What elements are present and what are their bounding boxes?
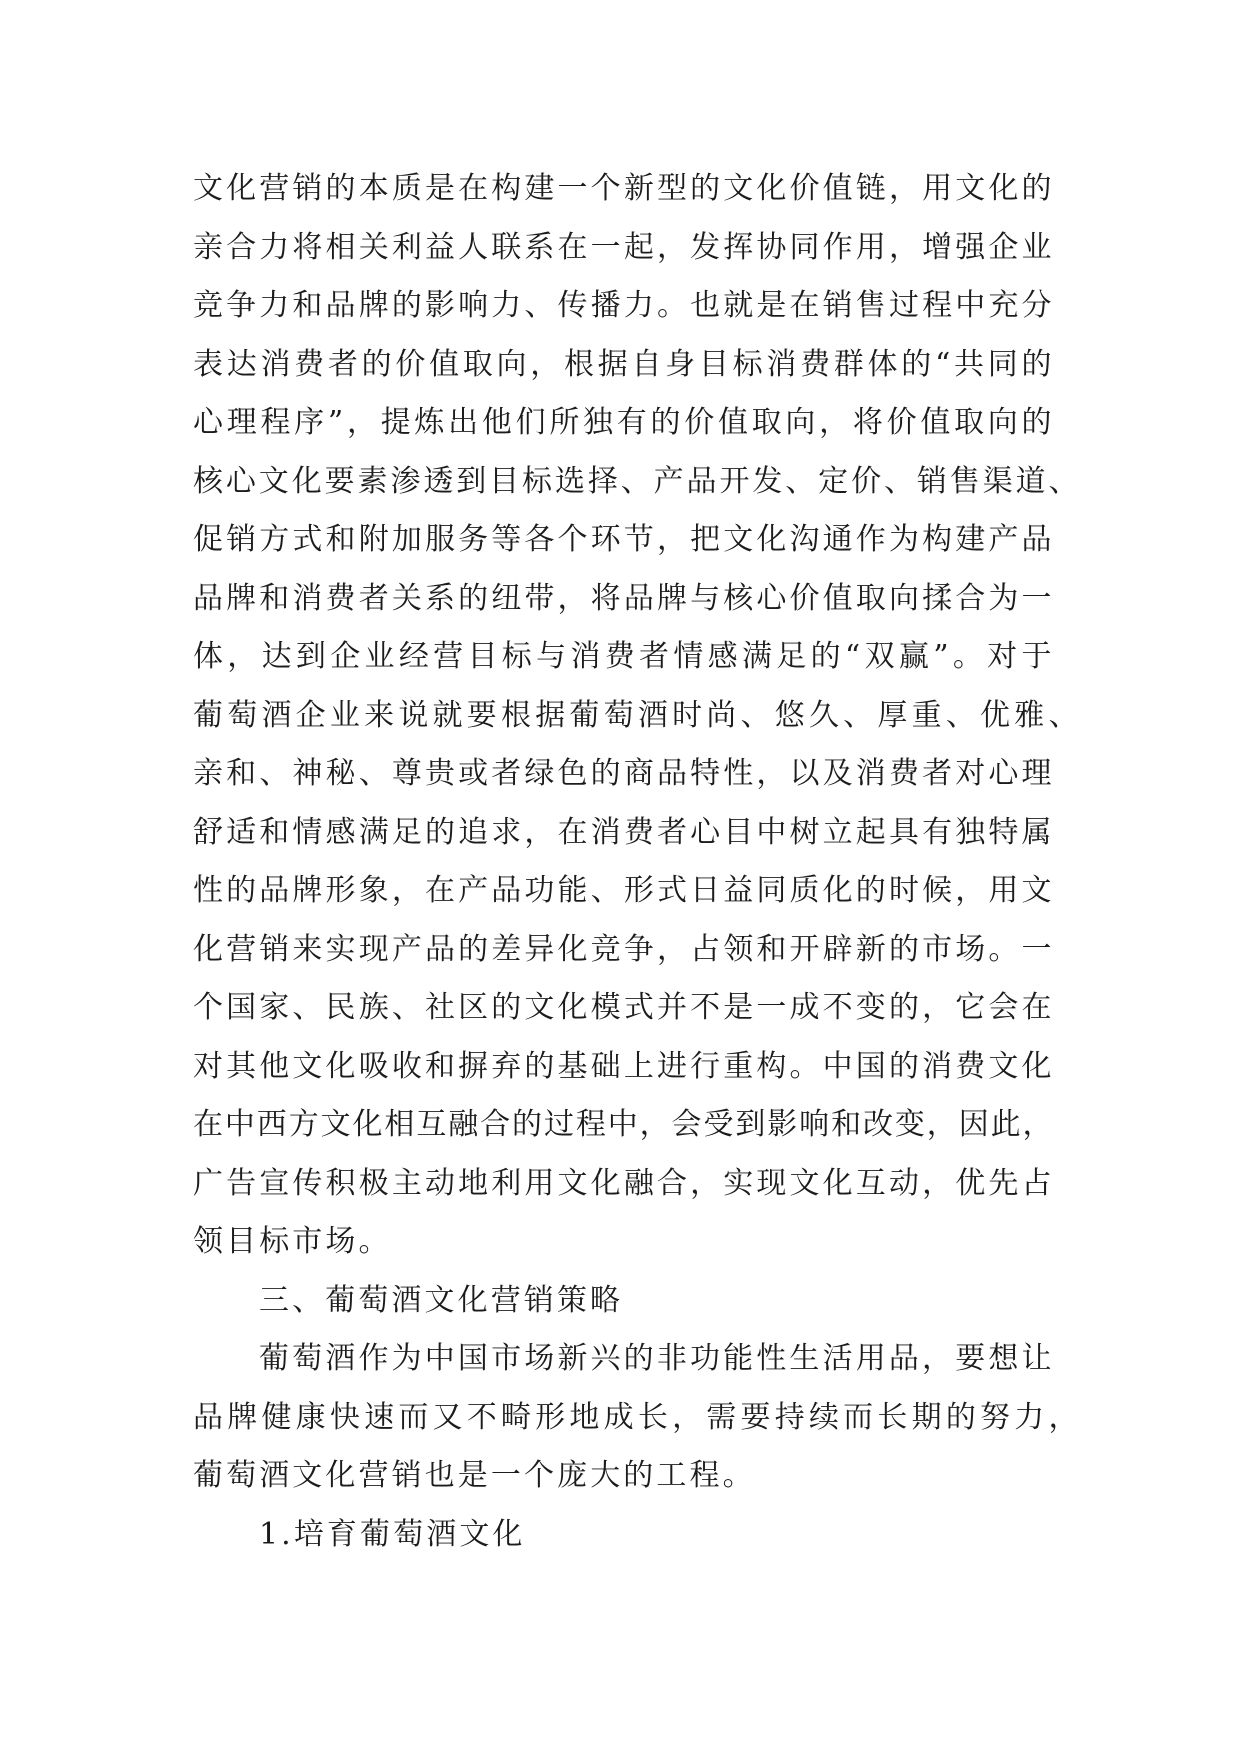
section-heading: 三、葡萄酒文化营销策略 (259, 1282, 624, 1318)
paragraph-line: 个国家、民族、社区的文化模式并不是一成不变的，它会在 (193, 990, 1054, 1025)
subsection-heading: 1.培育葡萄酒文化 (259, 1516, 526, 1552)
paragraph-line: 表达消费者的价值取向，根据自身目标消费群体的“共同的 (193, 346, 1054, 382)
paragraph-line: 性的品牌形象，在产品功能、形式日益同质化的时候，用文 (193, 873, 1054, 908)
paragraph-line: 心理程序”，提炼出他们所独有的价值取向，将价值取向的 (193, 405, 1054, 440)
paragraph-line: 亲合力将相关利益人联系在一起，发挥协同作用，增强企业 (193, 229, 1054, 265)
paragraph-line: 广告宣传积极主动地利用文化融合，实现文化互动，优先占 (193, 1165, 1054, 1201)
paragraph-line: 对其他文化吸收和摒弃的基础上进行重构。中国的消费文化 (193, 1048, 1054, 1084)
paragraph-line: 葡萄酒文化营销也是一个庞大的工程。 (193, 1458, 756, 1493)
paragraph-line: 在中西方文化相互融合的过程中，会受到影响和改变，因此， (193, 1107, 1054, 1142)
paragraph-line: 品牌健康快速而又不畸形地成长，需要持续而长期的努力， (193, 1399, 1081, 1435)
paragraph-line: 品牌和消费者关系的纽带，将品牌与核心价值取向揉合为一 (193, 580, 1054, 616)
paragraph-line: 亲和、神秘、尊贵或者绿色的商品特性，以及消费者对心理 (193, 756, 1054, 791)
paragraph-line: 促销方式和附加服务等各个环节，把文化沟通作为构建产品 (193, 522, 1054, 557)
paragraph-line: 领目标市场。 (193, 1224, 392, 1259)
paragraph-line: 文化营销的本质是在构建一个新型的文化价值链，用文化的 (193, 171, 1054, 206)
document-body (193, 160, 1081, 1564)
paragraph-line: 化营销来实现产品的差异化竞争，占领和开辟新的市场。一 (193, 931, 1054, 967)
paragraph-line: 核心文化要素渗透到目标选择、产品开发、定价、销售渠道、 (193, 463, 1081, 499)
paragraph-line: 体，达到企业经营目标与消费者情感满足的“双赢”。对于 (193, 639, 1054, 674)
paragraph-line: 葡萄酒企业来说就要根据葡萄酒时尚、悠久、厚重、优雅、 (193, 697, 1081, 733)
paragraph-line: 舒适和情感满足的追求，在消费者心目中树立起具有独特属 (193, 814, 1054, 850)
paragraph-line: 竞争力和品牌的影响力、传播力。也就是在销售过程中充分 (193, 288, 1054, 323)
paragraph-line: 葡萄酒作为中国市场新兴的非功能性生活用品，要想让 (259, 1341, 1054, 1376)
